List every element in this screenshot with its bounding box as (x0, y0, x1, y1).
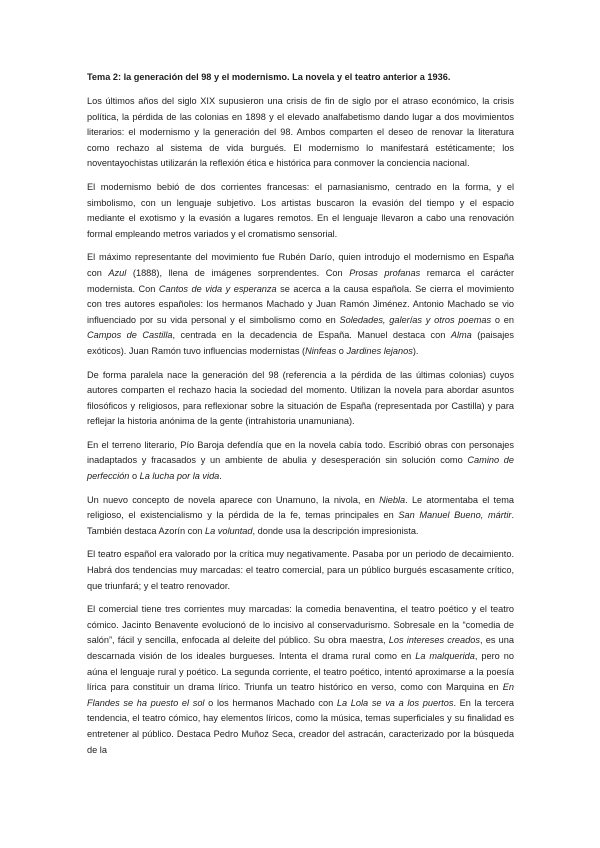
text-run: De forma paralela nace la generación del 98 (referencia a la pérdida de las últimas colonias) cuyos autores comparten el rechazo hacia la sociedad del momento. Utilizan la novela para abordar asuntos filosóficos y religiosos, para reflexionar sobre la situación de España (representada por Castilla) y para reflejar la historia anónima de la gente (intrahistoria unamuniana). (87, 369, 514, 427)
paragraph (87, 493, 514, 540)
text-run: , pero no aúna el lenguaje rural y poético. La segunda corriente, el teatro poético, intentó aproximarse a la poesía lírica para constituir un drama lírico. Triunfa un teatro histórico en verso, como con Marquina en (87, 651, 514, 693)
text-run: o los hermanos Machado con (204, 697, 337, 708)
work-title: La malquerida (415, 651, 475, 661)
work-title: Ninfeas (305, 345, 337, 356)
text-run: El comercial tiene tres corrientes muy marcadas: la comedia benaventina, el teatro poético y el teatro cómico. Jacinto Benavente evolucionó de lo incisivo al conservadurismo. Sobresale en la “comedia de salón”, fácil y sencilla, enfocada al deleite del público. Su obra maestra, (87, 604, 514, 646)
paragraph (87, 547, 514, 594)
text-run: . En la tercera tendencia, el teatro cómico, hay elementos líricos, como la música, temas superficiales y su finalidad es entretener al público. Destaca Pedro Muñoz Seca, creador del astracán, caracterizado por la búsqueda de la (87, 697, 515, 755)
text-run: remarca el carácter modernista. Con (87, 267, 515, 294)
text-run: o (336, 345, 347, 356)
text-run: ). (412, 345, 419, 356)
work-title: Cantos de vida y esperanza (158, 283, 277, 294)
document-title: Tema 2: la generación del 98 y el modernismo. La novela y el teatro anterior a 1936. (87, 72, 451, 82)
work-title: Los intereses creados (388, 635, 480, 646)
work-title: Campos de Castilla (87, 330, 173, 341)
text-run: Los últimos años del siglo XIX supusieron una crisis de fin de siglo por el atraso económico, la crisis política, la pérdida de las colonias en 1898 y el elevado analfabetismo dando lugar a dos movimientos literarios: el modernismo y la generación del 98. Ambos comparten el deseo de renovar la literatura como rechazo al sistema de vida burgués. El modernismo lo manifestará estéticamente; los noventayochistas utilizarán la reflexión ética e histórica para conmover la conciencia nacional. (87, 96, 514, 169)
work-title: En Flandes se ha puesto el sol (87, 682, 514, 708)
work-title: Jardines lejanos (346, 345, 413, 356)
work-title: Azul (108, 267, 127, 278)
text-run: se acerca a la causa española. Se cierra el movimiento con tres autores españoles: los hermanos Machado y Juan Ramón Jiménez. Antonio Machado se vio influenciado por su vida personal y el simbolismo como en (87, 283, 514, 325)
paragraph (87, 602, 514, 758)
text-run: , es una descarnada visión de los ideales burgueses. Intenta el drama rural como en (87, 635, 514, 661)
text-run: En el terreno literario, Pío Baroja defendía que en la novela cabía todo. Escribió obras con personajes inadaptados y fracasados y un ambiente de abulia y desesperación sin solución como (87, 439, 514, 466)
paragraph (87, 250, 514, 359)
text-run: Un nuevo concepto de novela aparece con Unamuno, la nivola, en (87, 494, 380, 505)
text-run: . También destaca Azorín con (87, 510, 514, 536)
text-run: El máximo representante del movimiento fue Rubén Darío, quien introdujo el modernismo en España con (87, 252, 514, 278)
text-run: El teatro español era valorado por la crítica muy negativamente. Pasaba por un periodo de decaimiento. Habrá dos tendencias muy marcadas: el teatro comercial, para un público burgués escasamente crítico, que triunfará; y el teatro renovador. (87, 549, 514, 591)
text-run: , donde usa la descripción impresionista. (252, 525, 419, 536)
work-title: Camino de perfección (87, 455, 515, 482)
text-run: (paisajes exóticos). Juan Ramón tuvo influencias modernistas ( (87, 330, 514, 356)
document-body (87, 94, 514, 758)
work-title: Prosas profanas (349, 267, 421, 278)
text-run: (1888), llena de imágenes sorprendentes. Con (126, 267, 350, 278)
text-run: o (129, 471, 140, 482)
work-title: Soledades, galerías y otros poemas (339, 314, 492, 325)
work-title: San Manuel Bueno, mártir (398, 510, 512, 521)
work-title: La Lola se va a los puertos (336, 697, 454, 708)
paragraph (87, 180, 514, 242)
text-run: . (219, 471, 222, 482)
text-run: . Le atormentaba el tema religioso, el existencialismo y la pérdida de la fe, temas principales en (87, 494, 514, 521)
text-run: , centrada en la decadencia de España. Manuel destaca con (172, 330, 451, 341)
work-title: La lucha por la vida (139, 471, 220, 482)
work-title: Alma (450, 330, 472, 341)
text-run: o en (491, 314, 514, 325)
paragraph (87, 94, 514, 172)
paragraph (87, 438, 514, 485)
work-title: La voluntad (204, 525, 253, 536)
work-title: Niebla (379, 494, 406, 505)
text-run: El modernismo bebió de dos corrientes francesas: el parnasianismo, centrado en la forma, y el simbolismo, con un lenguaje subjetivo. Los artistas buscaron la evasión del tiempo y el espacio mediante el exotismo y la evasión a lugares remotos. En el lenguaje llevaron a cabo una renovación formal empleando metros variados y el cromatismo sensorial. (87, 181, 514, 239)
paragraph (87, 368, 514, 430)
